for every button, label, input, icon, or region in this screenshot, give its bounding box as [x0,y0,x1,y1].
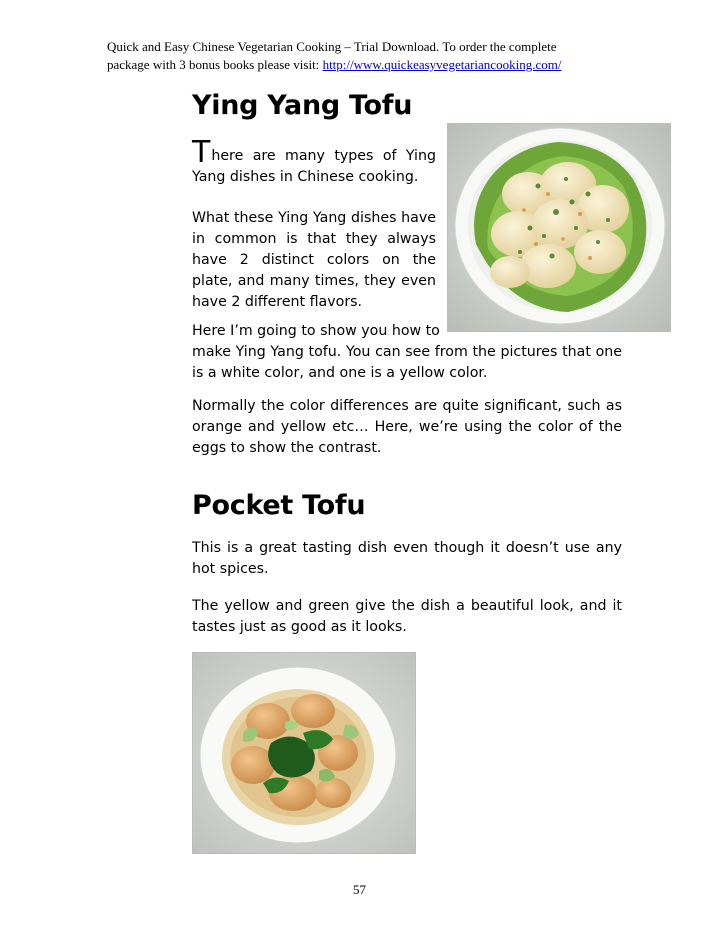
header-line-2-text: package with 3 bonus books please visit: [107,57,323,72]
ying-yang-tofu-photo [447,123,671,332]
pocket-tofu-paragraph-2: The yellow and green give the dish a beautiful look, and it tastes just as good as it looks. [192,598,622,635]
ying-yang-paragraph-4: Normally the color differences are quite significant, such as orange and yellow etc… Here, we’re using the color of the eggs to show the contrast. [192,398,622,456]
drop-cap: T [192,135,211,170]
header-line-1: Quick and Easy Chinese Vegetarian Cooking – Trial Download. To order the complete [107,39,557,54]
ying-yang-paragraph-1 [192,135,436,188]
ying-yang-paragraph-3-rest: make Ying Yang tofu. You can see from the pictures that one is a white color, and one is a yellow color. [192,344,622,381]
ying-yang-paragraph-3-line-1: Here I’m going to show you how to [192,323,440,339]
ying-yang-tofu-title: Ying Yang Tofu [192,90,413,121]
ying-yang-paragraph-2: What these Ying Yang dishes have in common is that they always have 2 distinct colors on the plate, and many times, they even have 2 different flavors. [192,210,436,310]
page-number: 57 [353,882,366,897]
header-line-2 [107,56,627,74]
pocket-tofu-title: Pocket Tofu [192,490,366,521]
page-header [107,38,627,74]
order-link[interactable]: http://www.quickeasyvegetariancooking.com/ [322,57,562,72]
pocket-tofu-photo [192,652,416,854]
pocket-tofu-paragraph-1: This is a great tasting dish even though it doesn’t use any hot spices. [192,540,622,577]
ying-yang-paragraph-1-text: here are many types of Ying Yang dishes in Chinese cooking. [192,148,436,185]
